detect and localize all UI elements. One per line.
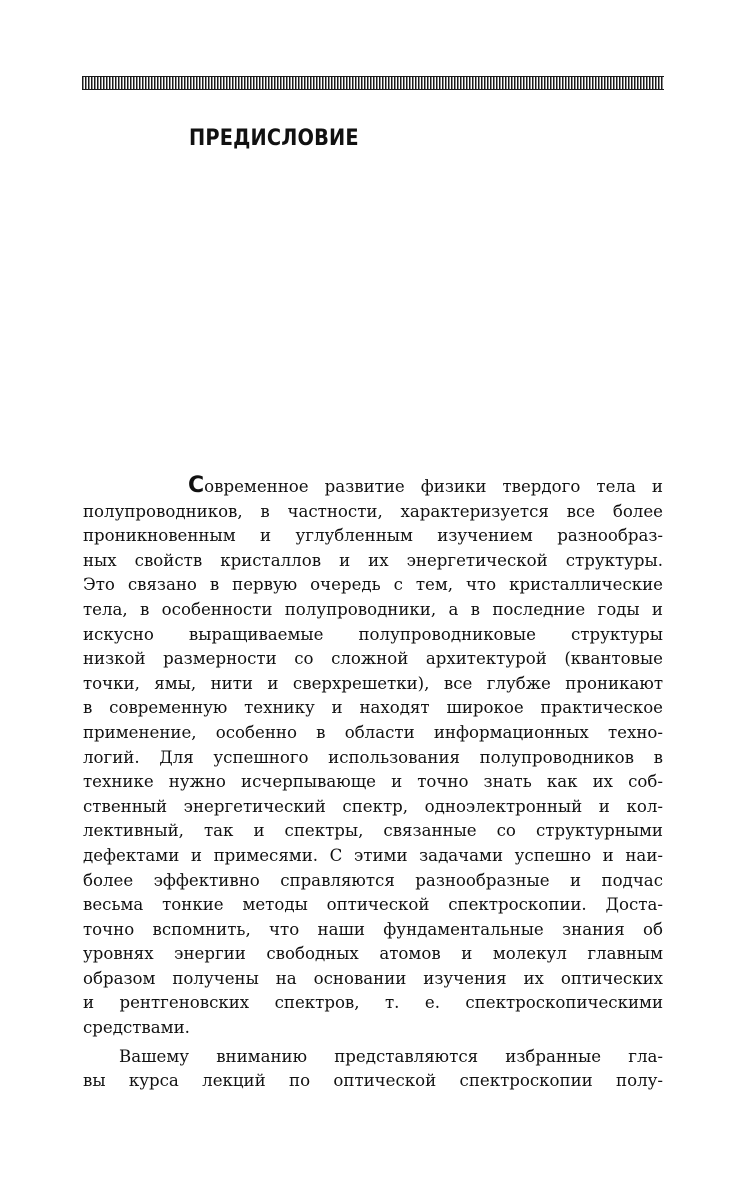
paragraph-1-line-10: в современную технику и находят широкое практическое — [83, 698, 663, 718]
paragraph-1-line-5: Это связано в первую очередь с тем, что кристаллические — [83, 575, 663, 595]
decorative-hatched-rule — [82, 76, 664, 90]
paragraph-1-line-21: образом получены на основании изучения их оптических — [83, 968, 663, 988]
paragraph-1-line-14: ственный энергетический спектр, одноэлектронный и кол- — [83, 796, 663, 816]
paragraph-1-line-7: искусно выращиваемые полупроводниковые структуры — [83, 624, 663, 644]
paragraph-1-line-16: дефектами и примесями. С этими задачами успешно и наи- — [83, 845, 663, 865]
paragraph-1 — [83, 475, 663, 1041]
paragraph-1-line-18: весьма тонкие методы оптической спектроскопии. Доста- — [83, 895, 663, 915]
paragraph-1-line-3: проникновенным и углубленным изучением разнообраз- — [83, 526, 663, 546]
paragraph-1-line-2: полупроводников, в частности, характеризуется все более — [83, 501, 663, 521]
page-title: ПРЕДИСЛОВИЕ — [189, 125, 359, 151]
paragraph-1-line-13: технике нужно исчерпывающе и точно знать как их соб- — [83, 772, 663, 792]
paragraph-1-line-19: точно вспомнить, что наши фундаментальные знания об — [83, 919, 663, 939]
paragraph-2 — [83, 1045, 663, 1094]
line-text: овременное развитие физики твердого тела и — [204, 477, 663, 496]
paragraph-2-line-1: Вашему вниманию представляются избранные гла- — [119, 1046, 663, 1066]
paragraph-1-line-15: лективный, так и спектры, связанные со структурными — [83, 821, 663, 841]
paragraph-1-line-8: низкой размерности со сложной архитектурой (квантовые — [83, 649, 663, 669]
paragraph-1-line-22: и рентгеновских спектров, т. е. спектроскопическими — [83, 993, 663, 1013]
paragraph-1-line-1 — [83, 475, 663, 500]
paragraph-1-line-6: тела, в особенности полупроводники, а в последние годы и — [83, 599, 663, 619]
paragraph-1-line-11: применение, особенно в области информационных техно- — [83, 722, 663, 742]
drop-cap: С — [188, 473, 205, 498]
paragraph-1-line-20: уровнях энергии свободных атомов и молекул главным — [83, 944, 663, 964]
paragraph-1-line-4: ных свойств кристаллов и их энергетической структуры. — [83, 550, 663, 570]
paragraph-1-line-23: средствами. — [83, 1018, 190, 1038]
paragraph-2-line-2: вы курса лекций по оптической спектроскопии полу- — [83, 1071, 663, 1091]
preface-body — [83, 475, 663, 1094]
paragraph-1-line-17: более эффективно справляются разнообразные и подчас — [83, 870, 663, 890]
paragraph-1-line-12: логий. Для успешного использования полупроводников в — [83, 747, 663, 767]
paragraph-1-line-9: точки, ямы, нити и сверхрешетки), все глубже проникают — [83, 673, 663, 693]
